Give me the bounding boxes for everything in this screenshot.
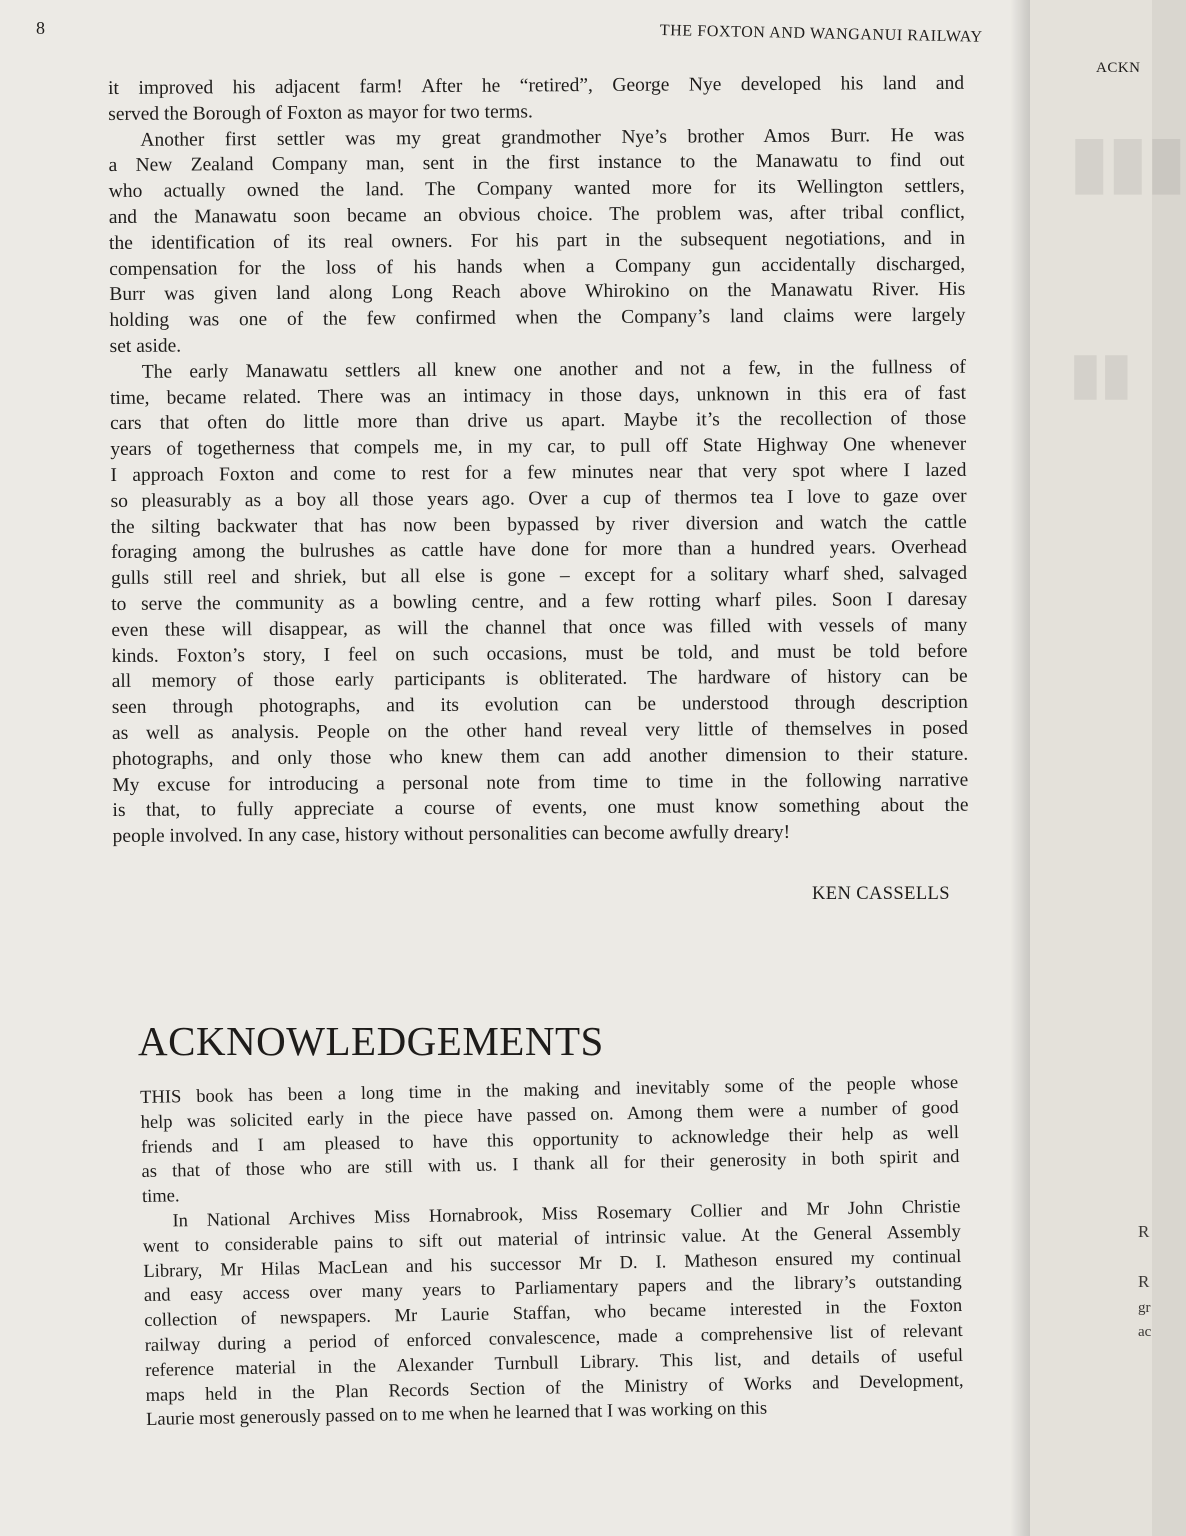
show-through-decoration-2: ▮▮ <box>1070 341 1132 404</box>
text-line: people involved. In any case, history without personalities can become awfully dreary! <box>112 821 791 848</box>
opposite-text-fragment: ac <box>1138 1324 1152 1340</box>
text-line: The early Manawatu settlers all knew one another and not a few, in the fullness of <box>141 356 966 383</box>
text-line: set aside. <box>109 335 182 357</box>
text-line: who actually owned the land. The Company wanted more for its Wellington settlers, <box>108 175 965 203</box>
text-line: as that of those who are still with us. I thank all for their generosity in both spirit and <box>141 1147 960 1183</box>
opposite-running-head: ACKN <box>1096 60 1141 76</box>
text-line: gulls still reel and shriek, but all else is gone – except for a solitary wharf shed, salvaged <box>111 562 968 590</box>
acknowledgements-heading: ACKNOWLEDGEMENTS <box>138 1018 604 1065</box>
text-line: reference material in the Alexander Turnbull Library. This list, and details of useful <box>145 1345 964 1381</box>
text-line: it improved his adjacent farm! After he “retired”, George Nye developed his land and <box>108 72 965 99</box>
acknowledgements-text <box>140 1071 964 1433</box>
text-line: even these will disappear, as will the channel that once was filled with vessels of many <box>111 614 968 641</box>
text-line: is that, to fully appreciate a course of events, one must know something about the <box>112 795 969 822</box>
text-line: a New Zealand Company man, sent in the first instance to the Manawatu to find out <box>108 150 965 177</box>
page-number: 8 <box>36 18 45 38</box>
text-line: kinds. Foxton’s story, I feel on such occasions, must be told, and must be told before <box>111 640 968 667</box>
text-line: railway during a period of enforced convalescence, made a comprehensive list of relevant <box>144 1320 963 1356</box>
text-line: the silting backwater that has now been bypassed by river diversion and watch the cattle <box>110 511 967 538</box>
text-line: the identification of its real owners. For his part in the subsequent negotiations, and in <box>108 227 966 254</box>
opposite-text-fragment: gr <box>1138 1300 1151 1316</box>
text-line: foraging among the bulrushes as cattle have done for more than a hundred years. Overhead <box>110 537 967 564</box>
text-line: My excuse for introducing a personal note from time to time in the following narrative <box>112 769 969 796</box>
text-line: went to considerable pains to sift out material of intrinsic value. At the General Assembly <box>142 1221 961 1257</box>
text-line: so pleasurably as a boy all those years ago. Over a cup of thermos tea I love to gaze over <box>110 485 967 512</box>
text-line: compensation for the loss of his hands when a Company gun accidentally discharged, <box>109 253 966 280</box>
opposite-text-fragment: R <box>1138 1222 1150 1241</box>
text-line: to serve the community as a bowling centre, and a few rotting wharf piles. Soon I daresay <box>111 588 968 615</box>
text-line: help was solicited early in the piece have passed on. Among them were a number of good <box>140 1097 959 1133</box>
text-line: THIS book has been a long time in the making and inevitably some of the people whose <box>140 1073 959 1108</box>
show-through-decoration: ▮▮▮ <box>1070 122 1186 200</box>
text-line: cars that often do little more than drive us apart. Maybe it’s the recollection of those <box>110 408 967 435</box>
text-line: Another first settler was my great grandmother Nye’s brother Amos Burr. He was <box>140 124 965 151</box>
text-line: seen through photographs, and its evolution can be understood through description <box>111 691 968 719</box>
text-line: I approach Foxton and come to rest for a few minutes near that very spot where I lazed <box>110 459 967 486</box>
text-line: time, became related. There was an intimacy in those days, unknown in this era of fast <box>109 382 967 409</box>
text-line: collection of newspapers. Mr Laurie Staffan, who became interested in the Foxton <box>144 1296 963 1332</box>
text-line: and easy access over many years to Parliamentary papers and the library’s outstanding <box>143 1271 962 1307</box>
opposite-page-edge <box>1030 0 1186 1536</box>
text-line: time. <box>141 1186 180 1208</box>
text-line: photographs, and only those who knew them can add another dimension to their stature. <box>112 743 969 770</box>
text-line: as well as analysis. People on the other hand reveal very little of themselves in posed <box>111 717 969 744</box>
text-line: In National Archives Miss Hornabrook, Miss Rosemary Collier and Mr John Christie <box>172 1196 961 1232</box>
text-line: all memory of those early participants is obliterated. The hardware of history can be <box>111 666 968 693</box>
text-line: holding was one of the few confirmed when the Company’s land claims were largely <box>109 304 966 332</box>
text-line: Library, Mr Hilas MacLean and his successor Mr D. I. Matheson ensured my continual <box>143 1246 962 1282</box>
opposite-text-fragment: R <box>1138 1272 1150 1291</box>
text-line: years of togetherness that compels me, in my car, to pull off State Highway One whenever <box>110 433 967 461</box>
running-head: THE FOXTON AND WANGANUI RAILWAY <box>659 22 983 46</box>
text-line: maps held in the Plan Records Section of the Ministry of Works and Development, <box>145 1370 964 1406</box>
body-text <box>108 71 969 850</box>
text-line: and the Manawatu soon became an obvious choice. The problem was, after tribal conflict, <box>108 201 965 228</box>
text-line: served the Borough of Foxton as mayor for two terms. <box>108 101 533 125</box>
text-line: Laurie most generously passed on to me when he learned that I was working on this <box>145 1398 768 1431</box>
text-line: friends and I am pleased to have this opportunity to acknowledge their help as well <box>140 1122 960 1158</box>
author-signature: KEN CASSELLS <box>812 884 950 904</box>
text-line: Burr was given land along Long Reach above Whirokino on the Manawatu River. His <box>109 279 966 306</box>
